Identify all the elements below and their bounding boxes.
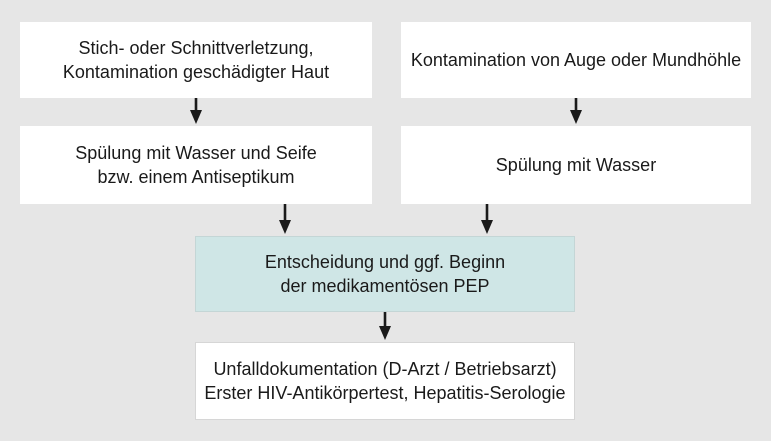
arrow-spuelung-seife-to-entscheidung xyxy=(279,204,291,234)
node-entscheidung-line-1: Entscheidung und ggf. Beginn xyxy=(264,252,506,272)
node-kontamination-line-1: Kontamination von Auge oder Mundhöhle xyxy=(410,50,742,70)
node-stich-line-2: Kontamination geschädigter Haut xyxy=(62,62,330,82)
node-entscheidung-line-2: der medikamentösen PEP xyxy=(280,276,490,296)
node-stich-schnittverletzung xyxy=(20,22,372,98)
node-unfalldokumentation xyxy=(195,342,575,420)
node-spuelung-wasser-seife xyxy=(20,126,372,204)
node-unfall-line-1: Unfalldokumentation (D-Arzt / Betriebsarzt) xyxy=(213,359,557,379)
node-spuelung-wasser xyxy=(401,126,751,204)
node-entscheidung-pep xyxy=(195,236,575,312)
node-unfall-line-2: Erster HIV-Antikörpertest, Hepatitis-Serologie xyxy=(204,383,566,403)
arrow-stich-to-spuelung-seife xyxy=(190,98,202,124)
node-spuelung-wasser-line-1: Spülung mit Wasser xyxy=(495,155,657,175)
arrow-kontamination-to-spuelung-wasser xyxy=(570,98,582,124)
node-kontamination-auge-mund xyxy=(401,22,751,98)
node-spuelung-seife-line-2: bzw. einem Antiseptikum xyxy=(97,167,295,187)
arrow-spuelung-wasser-to-entscheidung xyxy=(481,204,493,234)
node-spuelung-seife-line-1: Spülung mit Wasser und Seife xyxy=(75,143,317,163)
node-stich-line-1: Stich- oder Schnittverletzung, xyxy=(78,38,314,58)
arrow-entscheidung-to-unfall xyxy=(379,312,391,340)
